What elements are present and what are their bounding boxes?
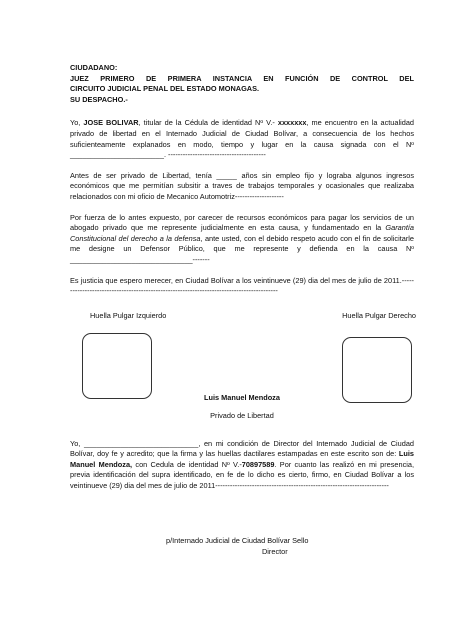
footer-institution: p/Internado Judicial de Ciudad Bolívar Sello [166,535,309,545]
p5-text-post: . Por cuanto las realizó en mi presencia, previa identificación del supra identificado, en fe de lo dicho es cierto, firmo, en Ciudad Bolívar a los veintinueve (29) dia del mes de julio de 2011----------------------------------------------------------------------- [70,459,415,491]
signature-block [70,311,414,421]
p5-text-mid: con Cedula de identidad Nº V.- [132,459,242,469]
p3-text-post: , ante usted, con el debido respeto acudo con el fin de solicitarle me designe un Defensor Público, que me represente y defienda en la causa Nº ______________________________------- [70,233,414,264]
right-thumb-label: Huella Pulgar Derecho [342,310,416,320]
left-thumb-label: Huella Pulgar Izquierdo [90,310,167,320]
paragraph-background [70,171,414,203]
p3-italic-guarantee: Garantía Constitucional del derecho a la defensa [70,223,414,243]
header-line-1: CIUDADANO: [70,63,118,72]
p4-text: Es justicia que espero merecer, en Ciudad Bolívar a los veintinueve (29) dia del mes de julio de 2011.------------------------------------------------------------------------------------------ [70,275,414,296]
p1-name: JOSE BOLIVAR [83,118,139,128]
p1-text-post: , me encuentro en la actualidad privado de libertad en el Internado Judicial de Ciudad Bolívar, a consecuencia de los hechos suficienteamente explanados en modo, tiempo y lugar en la causa signada con el Nº _______________________. ---------------------------------------- [70,118,414,160]
p1-text-pre: Yo, [70,118,84,128]
p5-text-pre: Yo, ____________________________, en mi condición de Director del Internado Judicial de Ciudad Bolívar, doy fe y acredito; que la firma y las huellas dactilares estampadas en este escrito son de: [70,438,414,459]
p1-text-mid: , titular de la Cédula de identidad Nº V.- [138,118,278,128]
header-line-3: CIRCUITO JUDICIAL PENAL DEL ESTADO MONAGAS. [70,84,260,94]
signer-name: Luis Manuel Mendoza [204,392,280,402]
paragraph-director-certification [70,439,414,492]
p5-name: Luis Manuel Mendoza, [70,449,414,469]
addressee-header [70,63,414,105]
paragraph-closing [70,276,414,297]
p2-text: Antes de ser privado de Libertad, tenía _____ años sin empleo fijo y lograba algunos ingresos económicos que me permitían subsitir a traves de trabajos temporales y ocasionales que realizaba relacionados con mi oficio de Mecanico Automotriz-------------------- [70,170,414,201]
footer-signature [70,536,414,566]
p1-id-number: xxxxxxx [277,118,307,128]
p5-id-number: 70897589 [241,459,275,469]
signer-role: Privado de Libertad [210,410,274,420]
paragraph-identity [70,118,414,160]
header-line-4: SU DESPACHO.- [70,94,128,104]
header-line-2: JUEZ PRIMERO DE PRIMERA INSTANCIA EN FUNCIÓN DE CONTROL DEL [70,73,414,83]
p3-text-pre: Por fuerza de lo antes expuesto, por carecer de recursos económicos para pagar los servicios de un abogado privado que me represente judicialmente en esta causa, y fundamentado en la [70,212,414,233]
paragraph-request [70,213,414,266]
left-thumbprint-box [82,333,152,399]
footer-director: Director [262,546,288,556]
